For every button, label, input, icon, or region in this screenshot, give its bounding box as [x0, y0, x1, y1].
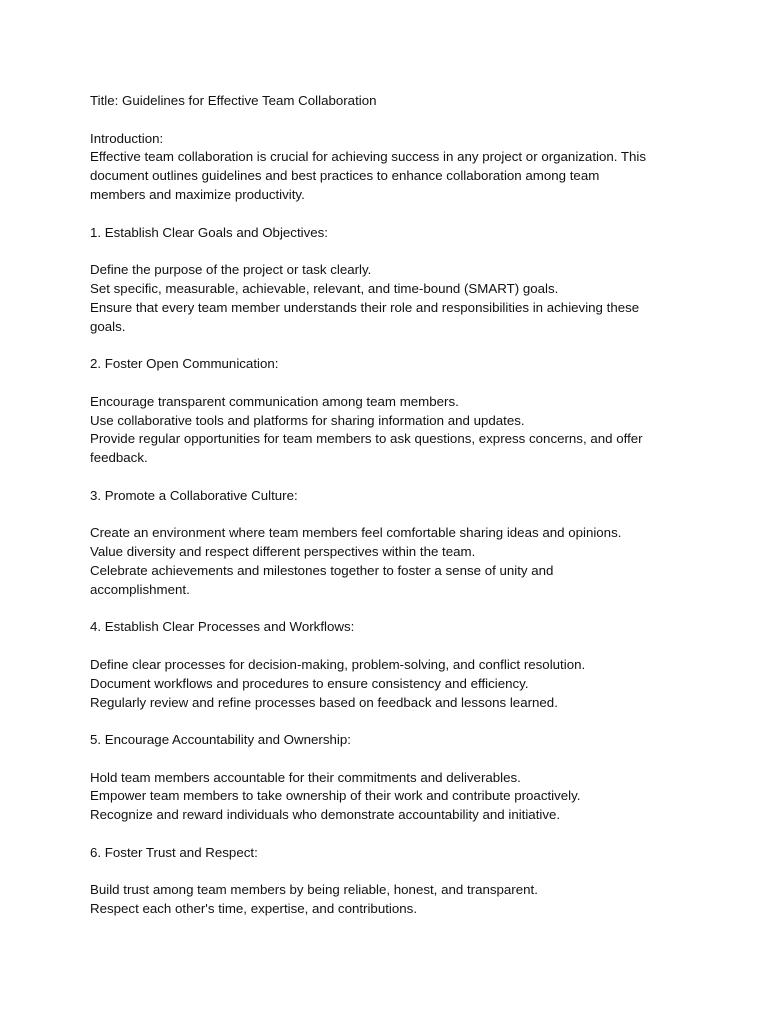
spacer: [90, 506, 690, 525]
spacer: [90, 600, 690, 619]
section-line: Provide regular opportunities for team members to ask questions, express concerns, and offer: [90, 431, 643, 447]
section-heading: 3. Promote a Collaborative Culture:: [90, 487, 298, 503]
section-line: Set specific, measurable, achievable, relevant, and time-bound (SMART) goals.: [90, 280, 559, 296]
section-line: Regularly review and refine processes based on feedback and lessons learned.: [90, 694, 558, 710]
spacer: [90, 825, 690, 844]
section-line: Respect each other's time, expertise, and contributions.: [90, 901, 418, 917]
section-line: Ensure that every team member understands their role and responsibilities in achieving these: [90, 299, 640, 315]
spacer: [90, 374, 690, 393]
spacer: [90, 750, 690, 769]
section-line: Use collaborative tools and platforms for sharing information and updates.: [90, 412, 525, 428]
section-heading: 4. Establish Clear Processes and Workflows:: [90, 619, 355, 635]
section-line: Recognize and reward individuals who demonstrate accountability and initiative.: [90, 807, 561, 823]
spacer: [90, 712, 690, 731]
section-line: Build trust among team members by being reliable, honest, and transparent.: [90, 882, 538, 898]
section-line: Empower team members to take ownership of their work and contribute proactively.: [90, 788, 581, 804]
section-line: accomplishment.: [90, 581, 190, 597]
spacer: [90, 468, 690, 487]
section-heading: 2. Foster Open Communication:: [90, 356, 279, 372]
section-heading: 5. Encourage Accountability and Ownership:: [90, 732, 351, 748]
intro-line: members and maximize productivity.: [90, 186, 305, 202]
section-line: goals.: [90, 318, 126, 334]
spacer: [90, 111, 690, 130]
section-line: feedback.: [90, 450, 148, 466]
section-line: Celebrate achievements and milestones together to foster a sense of unity and: [90, 562, 554, 578]
spacer: [90, 242, 690, 261]
section-line: Document workflows and procedures to ensure consistency and efficiency.: [90, 675, 529, 691]
spacer: [90, 336, 690, 355]
section-line: Create an environment where team members feel comfortable sharing ideas and opinions.: [90, 525, 622, 541]
intro-line: Effective team collaboration is crucial for achieving success in any project or organization. This: [90, 149, 647, 165]
section-line: Value diversity and respect different perspectives within the team.: [90, 544, 476, 560]
document-title: Title: Guidelines for Effective Team Collaboration: [90, 93, 377, 108]
intro-line: document outlines guidelines and best practices to enhance collaboration among team: [90, 168, 600, 184]
spacer: [90, 205, 690, 224]
section-heading: 1. Establish Clear Goals and Objectives:: [90, 224, 328, 240]
spacer: [90, 863, 690, 882]
section-line: Define the purpose of the project or task clearly.: [90, 262, 372, 278]
intro-heading: Introduction:: [90, 130, 164, 146]
section-line: Encourage transparent communication among team members.: [90, 393, 459, 409]
section-line: Hold team members accountable for their commitments and deliverables.: [90, 769, 521, 785]
section-line: Define clear processes for decision-making, problem-solving, and conflict resolution.: [90, 656, 586, 672]
section-heading: 6. Foster Trust and Respect:: [90, 844, 258, 860]
spacer: [90, 637, 690, 656]
document-body: [90, 92, 690, 919]
